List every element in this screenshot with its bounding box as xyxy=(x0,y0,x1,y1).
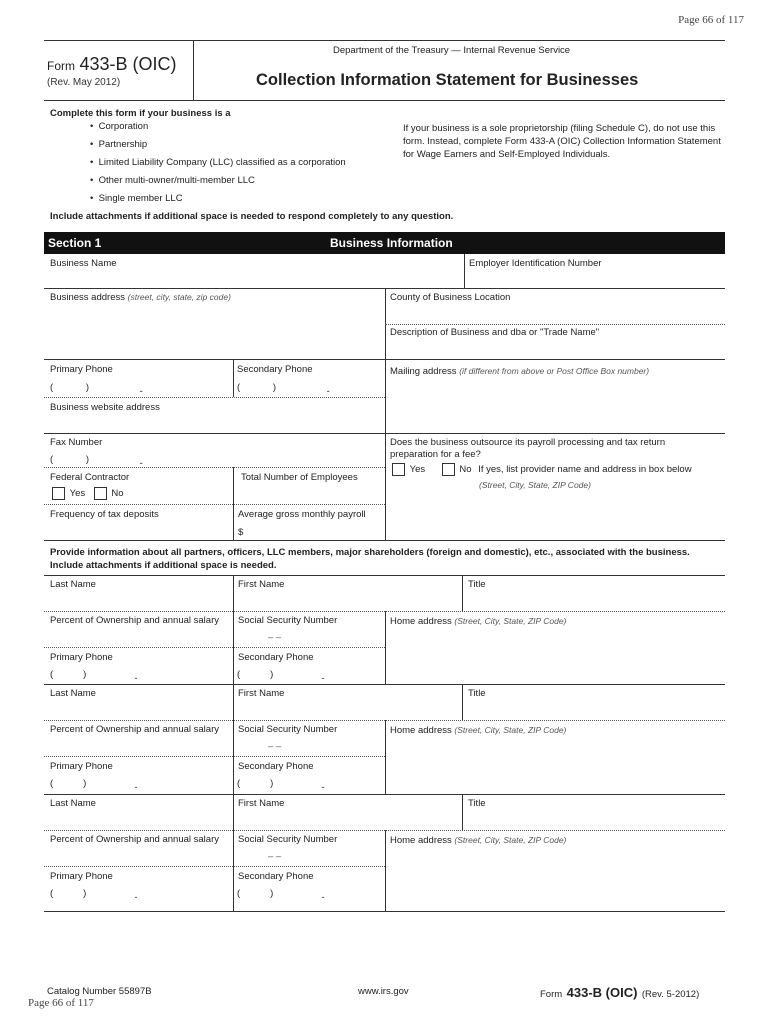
primary-phone-label: Primary Phone xyxy=(50,652,113,663)
ssn-label: Social Security Number xyxy=(238,615,338,626)
business-address-label: Business address (street, city, state, zip code) xyxy=(50,292,231,303)
footer-revision: (Rev. 5-2012) xyxy=(641,989,700,1000)
first-name-label: First Name xyxy=(238,798,285,809)
business-type-item: • Corporation xyxy=(90,121,149,132)
ownership-label: Percent of Ownership and annual salary xyxy=(50,724,219,735)
home-address-label: Home address (Street, City, State, ZIP Code) xyxy=(390,725,567,736)
last-name-label: Last Name xyxy=(50,579,96,590)
payroll-followup: If yes, list provider name and address in box below xyxy=(478,464,692,476)
home-address-label: Home address (Street, City, State, ZIP Code) xyxy=(390,616,567,627)
primary-phone-label: Primary Phone xyxy=(50,364,113,375)
last-name-label: Last Name xyxy=(50,798,96,809)
payroll-no-checkbox[interactable] xyxy=(442,463,455,476)
secondary-phone-label: Secondary Phone xyxy=(238,761,314,772)
contractor-yes-checkbox[interactable] xyxy=(52,487,65,500)
business-address-hint: (street, city, state, zip code) xyxy=(127,292,231,302)
department: Department of the Treasury — Internal Revenue Service xyxy=(333,45,571,56)
federal-contractor-label: Federal Contractor xyxy=(50,472,130,483)
page-counter-bottom: Page 66 of 117 xyxy=(28,997,94,1009)
title-label: Title xyxy=(468,798,486,809)
section-title: Business Information xyxy=(330,236,453,250)
secondary-phone-label: Secondary Phone xyxy=(237,364,313,375)
avg-payroll-dollar: $ xyxy=(238,527,244,538)
intro-heading: Complete this form if your business is a xyxy=(50,108,231,119)
ownership-label: Percent of Ownership and annual salary xyxy=(50,834,219,845)
first-name-label: First Name xyxy=(238,688,285,699)
avg-payroll-label: Average gross monthly payroll xyxy=(238,509,366,520)
last-name-label: Last Name xyxy=(50,688,96,699)
primary-phone-field[interactable]: ( ) - xyxy=(50,382,143,397)
contractor-no-checkbox[interactable] xyxy=(94,487,107,500)
primary-phone-label: Primary Phone xyxy=(50,761,113,772)
business-type-item: • Limited Liability Company (LLC) classified as a corporation xyxy=(90,157,346,168)
primary-phone-field[interactable]: ( ) - xyxy=(50,888,138,903)
county-label: County of Business Location xyxy=(390,292,511,303)
ownership-label: Percent of Ownership and annual salary xyxy=(50,615,219,626)
sole-proprietor-note: If your business is a sole proprietorship (filing Schedule C), do not use this form. Instead, complete Form 433-A (OIC) Collection Information Statement for Wage Earners and Self-Employed Individuals. xyxy=(403,123,721,160)
footer-form-id xyxy=(540,984,699,1002)
ssn-label: Social Security Number xyxy=(238,724,338,735)
ssn-label: Social Security Number xyxy=(238,834,338,845)
payroll-followup-hint: (Street, City, State, ZIP Code) xyxy=(479,480,591,490)
form-number: 433-B (OIC) xyxy=(79,54,177,74)
business-type-list xyxy=(90,121,346,211)
footer-form-number: 433-B (OIC) xyxy=(566,985,638,1000)
first-name-label: First Name xyxy=(238,579,285,590)
business-type-item: • Single member LLC xyxy=(90,193,183,204)
secondary-phone-field[interactable]: ( ) - xyxy=(237,382,330,397)
website-label: Business website address xyxy=(50,402,160,413)
secondary-phone-field[interactable]: ( ) - xyxy=(237,669,325,684)
section-number: Section 1 xyxy=(48,236,102,250)
home-address-hint: (Street, City, State, ZIP Code) xyxy=(454,835,567,845)
total-employees-label: Total Number of Employees xyxy=(241,472,358,483)
footer-form-prefix: Form xyxy=(540,989,563,1000)
payroll-yes-label: Yes xyxy=(409,464,426,476)
business-type-item: • Partnership xyxy=(90,139,148,150)
payroll-options xyxy=(392,463,692,476)
home-address-label: Home address (Street, City, State, ZIP Code) xyxy=(390,835,567,846)
catalog-number: Catalog Number 55897B xyxy=(47,986,152,997)
ein-label: Employer Identification Number xyxy=(469,258,602,269)
partners-instructions: Provide information about all partners, officers, LLC members, major shareholders (foreign and domestic), etc., associated with the business. Include attachments if additional space is needed. xyxy=(50,547,690,571)
deposit-frequency-label: Frequency of tax deposits xyxy=(50,509,159,520)
business-type-item: • Other multi-owner/multi-member LLC xyxy=(90,175,255,186)
form-prefix: Form xyxy=(47,59,75,73)
ssn-dashes: – – xyxy=(268,741,282,752)
contractor-yes-label: Yes xyxy=(69,488,86,500)
contractor-no-label: No xyxy=(111,488,124,500)
secondary-phone-label: Secondary Phone xyxy=(238,871,314,882)
secondary-phone-label: Secondary Phone xyxy=(238,652,314,663)
primary-phone-field[interactable]: ( ) - xyxy=(50,669,138,684)
payroll-question: Does the business outsource its payroll processing and tax return preparation for a fee? xyxy=(390,437,666,460)
home-address-hint: (Street, City, State, ZIP Code) xyxy=(454,616,567,626)
footer-website[interactable]: www.irs.gov xyxy=(358,986,409,997)
page-title: Collection Information Statement for Businesses xyxy=(256,71,639,89)
primary-phone-label: Primary Phone xyxy=(50,871,113,882)
mailing-address-label: Mailing address (if different from above or Post Office Box number) xyxy=(390,366,650,377)
title-label: Title xyxy=(468,688,486,699)
attachments-note: Include attachments if additional space is needed to respond completely to any question. xyxy=(50,211,454,222)
business-name-label: Business Name xyxy=(50,258,117,269)
form-id xyxy=(47,54,176,75)
form-revision: (Rev. May 2012) xyxy=(47,77,121,88)
fax-field[interactable]: ( ) - xyxy=(50,454,143,469)
page-counter-top: Page 66 of 117 xyxy=(678,14,744,26)
ssn-dashes: – – xyxy=(268,632,282,643)
ssn-dashes: – – xyxy=(268,851,282,862)
section-1-header xyxy=(44,232,725,254)
secondary-phone-field[interactable]: ( ) - xyxy=(237,888,325,903)
mailing-address-hint: (if different from above or Post Office Box number) xyxy=(459,366,650,376)
primary-phone-field[interactable]: ( ) - xyxy=(50,778,138,793)
description-label: Description of Business and dba or "Trade Name" xyxy=(390,327,600,338)
payroll-yes-checkbox[interactable] xyxy=(392,463,405,476)
title-label: Title xyxy=(468,579,486,590)
federal-contractor-options xyxy=(52,487,124,500)
secondary-phone-field[interactable]: ( ) - xyxy=(237,778,325,793)
home-address-hint: (Street, City, State, ZIP Code) xyxy=(454,725,567,735)
payroll-no-label: No xyxy=(459,464,472,476)
fax-label: Fax Number xyxy=(50,437,103,448)
